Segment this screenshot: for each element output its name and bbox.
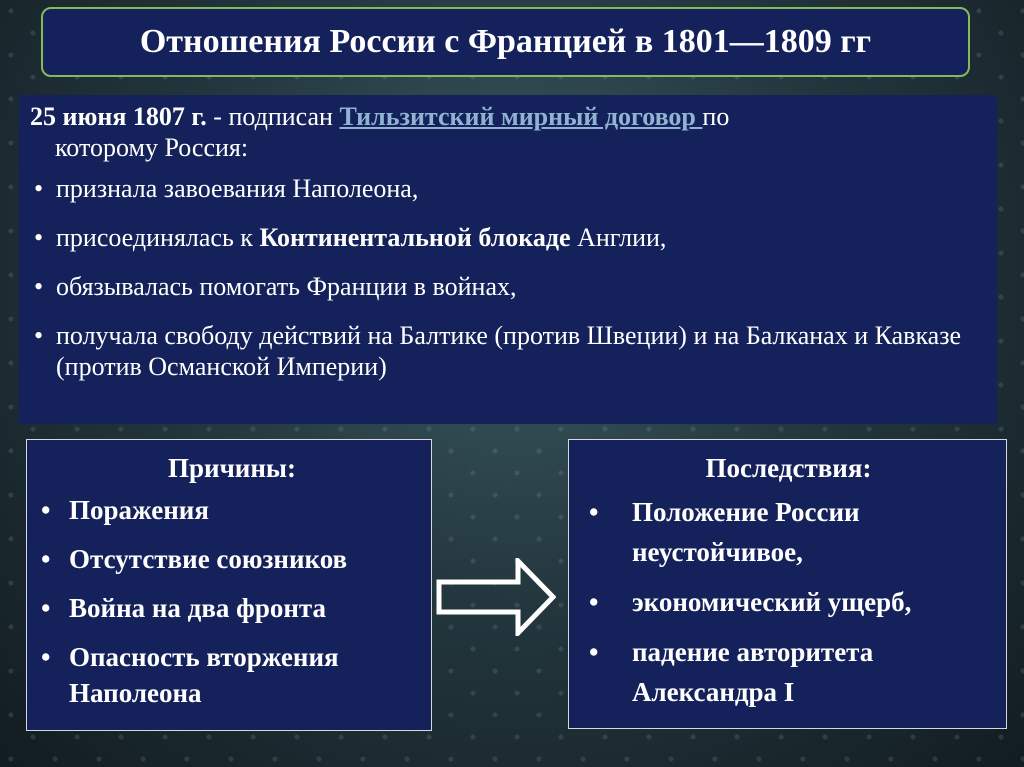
treaty-link[interactable]: Тильзитский мирный договор [339,102,703,131]
treaty-box [19,95,997,424]
treaty-point [30,173,985,204]
treaty-point [30,222,985,253]
effects-heading: Последствия: [705,453,872,483]
treaty-point-text: присоединялась к [56,223,260,252]
treaty-points-list [30,173,985,382]
causes-list [41,492,423,711]
effect-item: • экономический ущерб, [579,582,998,622]
cause-item: • Поражения [41,492,423,528]
intro-text-after: по [702,102,730,131]
treaty-point [30,320,985,382]
cause-item: • Отсутствие союзников [41,541,423,577]
continental-blockade-term: Континентальной блокаде [259,223,571,252]
effect-item: • Положение России неустойчивое, [579,492,998,572]
intro-text: - подписан [206,102,340,131]
effects-box [568,439,1007,729]
treaty-point-text: Англии, [570,223,667,252]
causes-heading: Причины: [168,453,296,483]
right-arrow-icon [436,558,556,636]
effects-list [579,492,998,712]
treaty-point-text: получала свободу действий на Балтике (против Швеции) и на Балканах и Кавказе (против Османской Империи) [56,321,962,381]
treaty-point-text: обязывалась помогать Франции в войнах, [56,272,517,301]
slide-title: Отношения России с Францией в 1801—1809 гг [139,23,872,60]
treaty-point-text: признала завоевания Наполеона, [56,174,419,203]
treaty-date: 25 июня 1807 г. [30,102,207,131]
treaty-intro [30,101,985,163]
intro-continuation: которому Россия: [55,133,249,162]
cause-item: • Опасность вторжения Наполеона [41,639,423,711]
slide-title-box [41,7,970,77]
causes-box [26,439,432,731]
cause-item: • Война на два фронта [41,590,423,626]
treaty-point [30,271,985,302]
effect-item: • падение авторитета Александра I [579,632,998,712]
